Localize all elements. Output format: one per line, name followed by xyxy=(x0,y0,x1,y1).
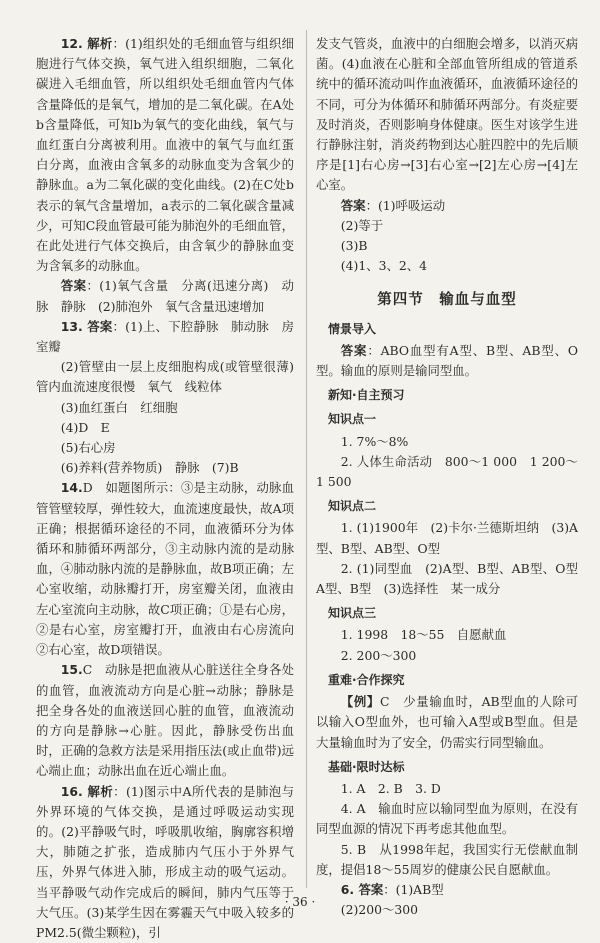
basic-5: 5. B 从1998年起，我国实行无偿献血制度，提倡18～55周岁的健康公民自愿献血。 xyxy=(316,841,578,877)
intro-answer-text: ：ABO血型有A型、B型、AB型、O型。输血的原则是输同型血。 xyxy=(316,342,578,379)
q12-head: 12. 解析 xyxy=(60,36,113,51)
basic-1-3: 1. A 2. B 3. D xyxy=(340,780,441,796)
q13-l2: (2)管壁由一层上皮细胞构成(或管壁很薄) 管内血流速度很慢 氧气 线粒体 xyxy=(36,359,307,395)
q13-l6: (6)养料(营养物质) 静脉 (7)B xyxy=(60,460,239,476)
q16-answer-l2: (2)等于 xyxy=(340,217,384,233)
q16-body: ：(1)图示中A所代表的是肺泡与外界环境的气体交换，是通过呼吸运动实现的。(2)平静吸气时，呼吸肌收缩，胸廓容积增大，肺随之扩张，造成肺内气压小于外界气压，外界气体进入肺，形成主动的吸气运动。当平静吸气动作完成后的瞬间，肺内气压等于大气压。(3)某学生因在雾霾天气中吸入较多的PM2.5(微尘颗粒)，引 xyxy=(36,783,295,940)
right-column xyxy=(316,34,591,920)
q16-head: 16. 解析 xyxy=(60,783,114,799)
q12-answer-label: 答案 xyxy=(60,278,87,294)
q14-head: 14. xyxy=(60,480,83,496)
q15 xyxy=(36,660,294,781)
q16-answer-l3: (3)B xyxy=(340,238,368,254)
q13-l5: (5)右心房 xyxy=(60,440,116,456)
kp1-l1: 1. 7%～8% xyxy=(340,433,409,449)
q13-answer-line1 xyxy=(36,317,294,357)
page-number: · 36 · xyxy=(284,895,316,909)
q15-head: 15. xyxy=(60,662,83,678)
example xyxy=(316,692,578,753)
basic-label: 基础·限时达标 xyxy=(328,759,405,774)
example-head: 【例】 xyxy=(340,694,380,710)
q13-l4: (4)D E xyxy=(60,419,110,435)
q13-l3: (3)血红蛋白 红细胞 xyxy=(60,399,178,415)
intro-answer-head: 答案 xyxy=(340,342,368,358)
kp3-l2: 2. 200～300 xyxy=(340,647,417,663)
kp2-l1: 1. (1)1900年 (2)卡尔·兰德斯坦纳 (3)A型、B型、AB型、O型 xyxy=(316,520,578,556)
q12-body: ：(1)组织处的毛细血管与组织细胞进行气体交换，氧气进入组织细胞，二氧化碳进入毛细血管，所以组织处毛细血管内气体含量降低的是氧气，增加的是二氧化碳。在A处b含量降低，可知b为氧气的变化曲线，氧气与血红蛋白分离被利用。血液中的氧气与血红蛋白分离，血液由含氧多的动脉血变为含氧少的静脉血。a为二氧化碳的变化曲线。(2)在C处b表示的氧气含量增加，a表示的二氧化碳含量减少，可知C段血管最可能为肺泡外的毛细血管，在此处进行气体交换后，由含氧少的静脉血变为含氧多的动脉血。 xyxy=(36,36,295,274)
basic-6-text: ：(1)AB型 xyxy=(383,881,444,897)
intro-answer xyxy=(316,341,578,381)
q16-answer-text: ：(1)呼吸运动 xyxy=(365,197,446,213)
q13-l1: ：(1)上、下腔静脉 肺动脉 房室瓣 xyxy=(36,318,295,355)
example-body: C 少量输血时，AB型血的人除可以输入O型血外，也可输入A型或B型血。但是大量输血时为了安全，仍需实行同型输血。 xyxy=(316,694,578,750)
section-title: 第四节 输血与血型 xyxy=(377,292,517,309)
q16-answer-l4: (4)1、3、2、4 xyxy=(340,258,428,274)
q16-answer-l1 xyxy=(316,196,578,216)
q12-analysis xyxy=(36,34,294,276)
q16 xyxy=(36,782,294,943)
q14-body: D 如题图所示：③是主动脉，动脉血管管壁较厚，弹性较大，血流速度最快，故A项正确；根据循环途径的不同，血液循环分为体循环和肺循环两部分，③主动脉内流的是动脉血，④肺动脉内流的是静脉血，故B项正确；左心室收缩，动脉瓣打开，房室瓣关闭，血液由左心室流向主动脉，故C项正确；①是右心房，②是右心室，房室瓣打开，血液由右心房流向②右心室，故D项错误。 xyxy=(36,480,294,658)
basic-4: 4. A 输血时应以输同型血为原则，在没有同型血源的情况下再考虑其他血型。 xyxy=(316,801,578,837)
kp1-l2: 2. 人体生命活动 800～1 000 1 200～1 500 xyxy=(316,453,578,490)
kp3-l1: 1. 1998 18～55 自愿献血 xyxy=(340,627,507,643)
q16-answer-head: 答案 xyxy=(340,197,366,213)
q13-head: 13. 答案 xyxy=(60,318,113,334)
q14 xyxy=(36,478,294,660)
q12-answer xyxy=(36,276,294,316)
basic-6-l2: (2)200～300 xyxy=(340,902,419,918)
q15-body: C 动脉是把血液从心脏送往全身各处的血管，血液流动方向是心脏→动脉；静脉是把全身各处的血液送回心脏的血管，血液流动的方向是静脉→心脏。因此，静脉受伤出血时，正确的急救方法是采用指压法(或止血带)远心端止血；动脉出血在近心端止血。 xyxy=(36,662,294,779)
kp1-label: 知识点一 xyxy=(328,412,377,427)
kp2-label: 知识点二 xyxy=(328,499,377,514)
kp3-label: 知识点三 xyxy=(328,606,377,621)
q12-answer-text: ：(1)氧气含量 分离(迅速分离) 动脉 静脉 (2)肺泡外 氧气含量迅速增加 xyxy=(36,278,294,314)
intro-label: 情景导入 xyxy=(328,321,377,336)
kp2-l2: 2. (1)同型血 (2)A型、B型、AB型、O型 A型、B型 (3)选择性 某一成分 xyxy=(316,560,591,597)
preview-label: 新知·自主预习 xyxy=(328,388,405,403)
explore-label: 重难·合作探究 xyxy=(328,672,405,687)
basic-6-head: 6. 答案 xyxy=(340,881,384,897)
q16-continuation: 发支气管炎，血液中的白细胞会增多，以消灭病菌。(4)血液在心脏和全部血管所组成的管道系统中的循环流动叫作血液循环，血液循环途径的不同，可分为体循环和肺循环两部分。有炎症要及时消炎，否则影响身体健康。医生对该学生进行静脉注射，消炎药物到达心脏四腔中的先后顺序是[1]右心房→[3]右心室→[2]左心房→[4]左心室。 xyxy=(316,36,578,193)
column-divider xyxy=(306,30,307,888)
